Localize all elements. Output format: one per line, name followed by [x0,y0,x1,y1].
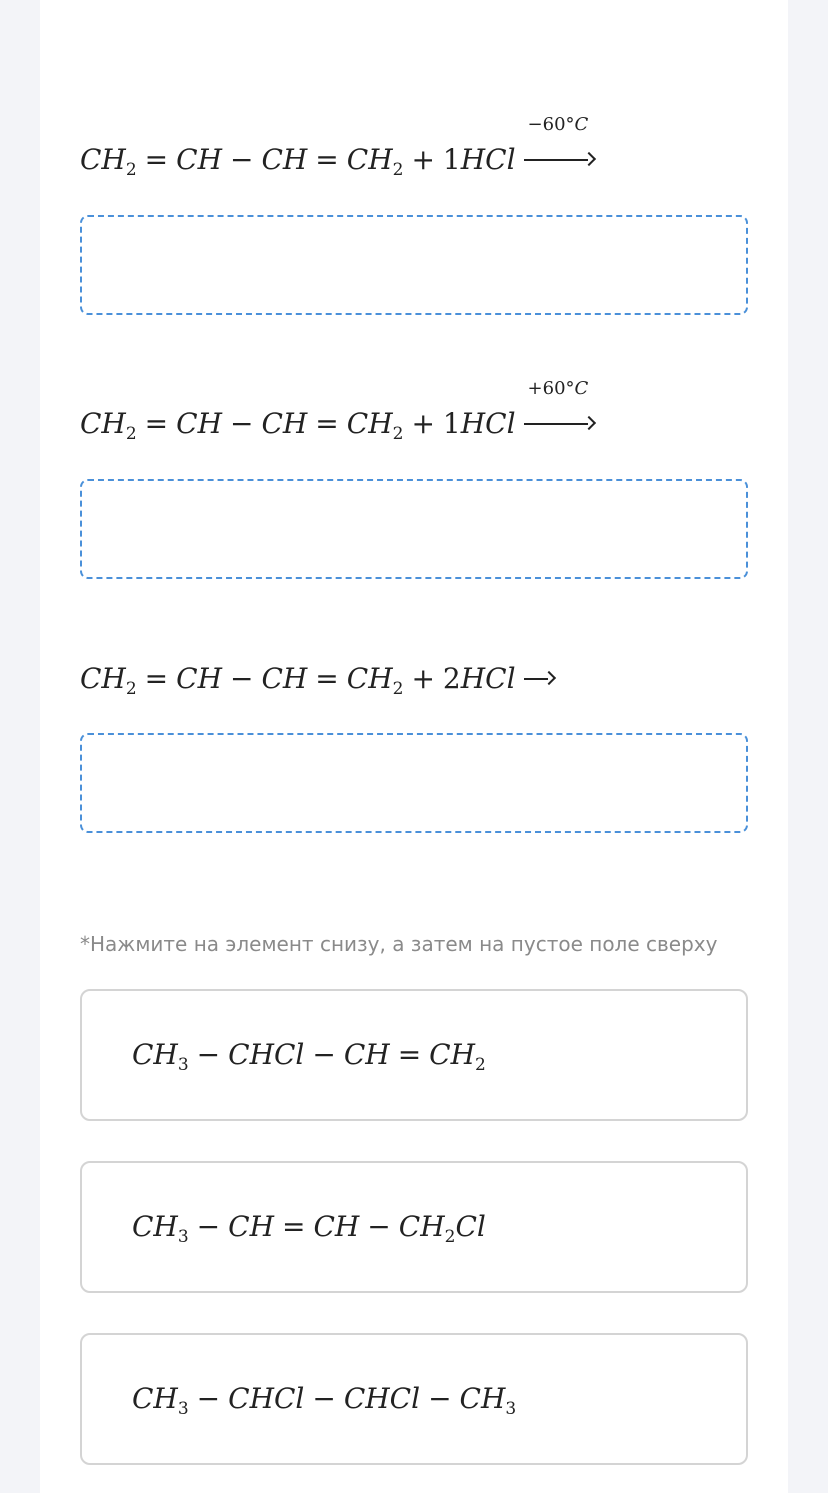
instruction-hint: *Нажмите на элемент снизу, а затем на пустое поле сверху [80,932,718,956]
answer-option-3[interactable] [80,1333,748,1465]
option-formula: $CH_3$ − CHCl − CHCl − $CH_3$ [132,1382,517,1419]
reaction-arrow [524,665,554,693]
equation-3: $CH_2$ = CH − CH = $CH_2 + 2HCl$ [80,665,554,693]
equation-1: $CH_2$ = CH − CH = $CH_2 + 1HCl$ −60°C [80,146,594,174]
option-formula: $CH_3$ − CHCl − CH = $CH_2$ [132,1038,486,1075]
drop-zone-3[interactable] [80,733,748,833]
drop-zone-1[interactable] [80,215,748,315]
answer-option-2[interactable] [80,1161,748,1293]
reaction-condition: +60°C [527,378,589,399]
reaction-condition: −60°C [527,114,589,135]
reaction-arrow [524,378,594,438]
equation-2: $CH_2$ = CH − CH = $CH_2 + 1HCl$ +60°C [80,410,594,438]
drop-zone-2[interactable] [80,479,748,579]
answer-option-1[interactable] [80,989,748,1121]
option-formula: $CH_3$ − CH = CH − $CH_2Cl$ [132,1210,486,1247]
reaction-arrow [524,114,594,174]
